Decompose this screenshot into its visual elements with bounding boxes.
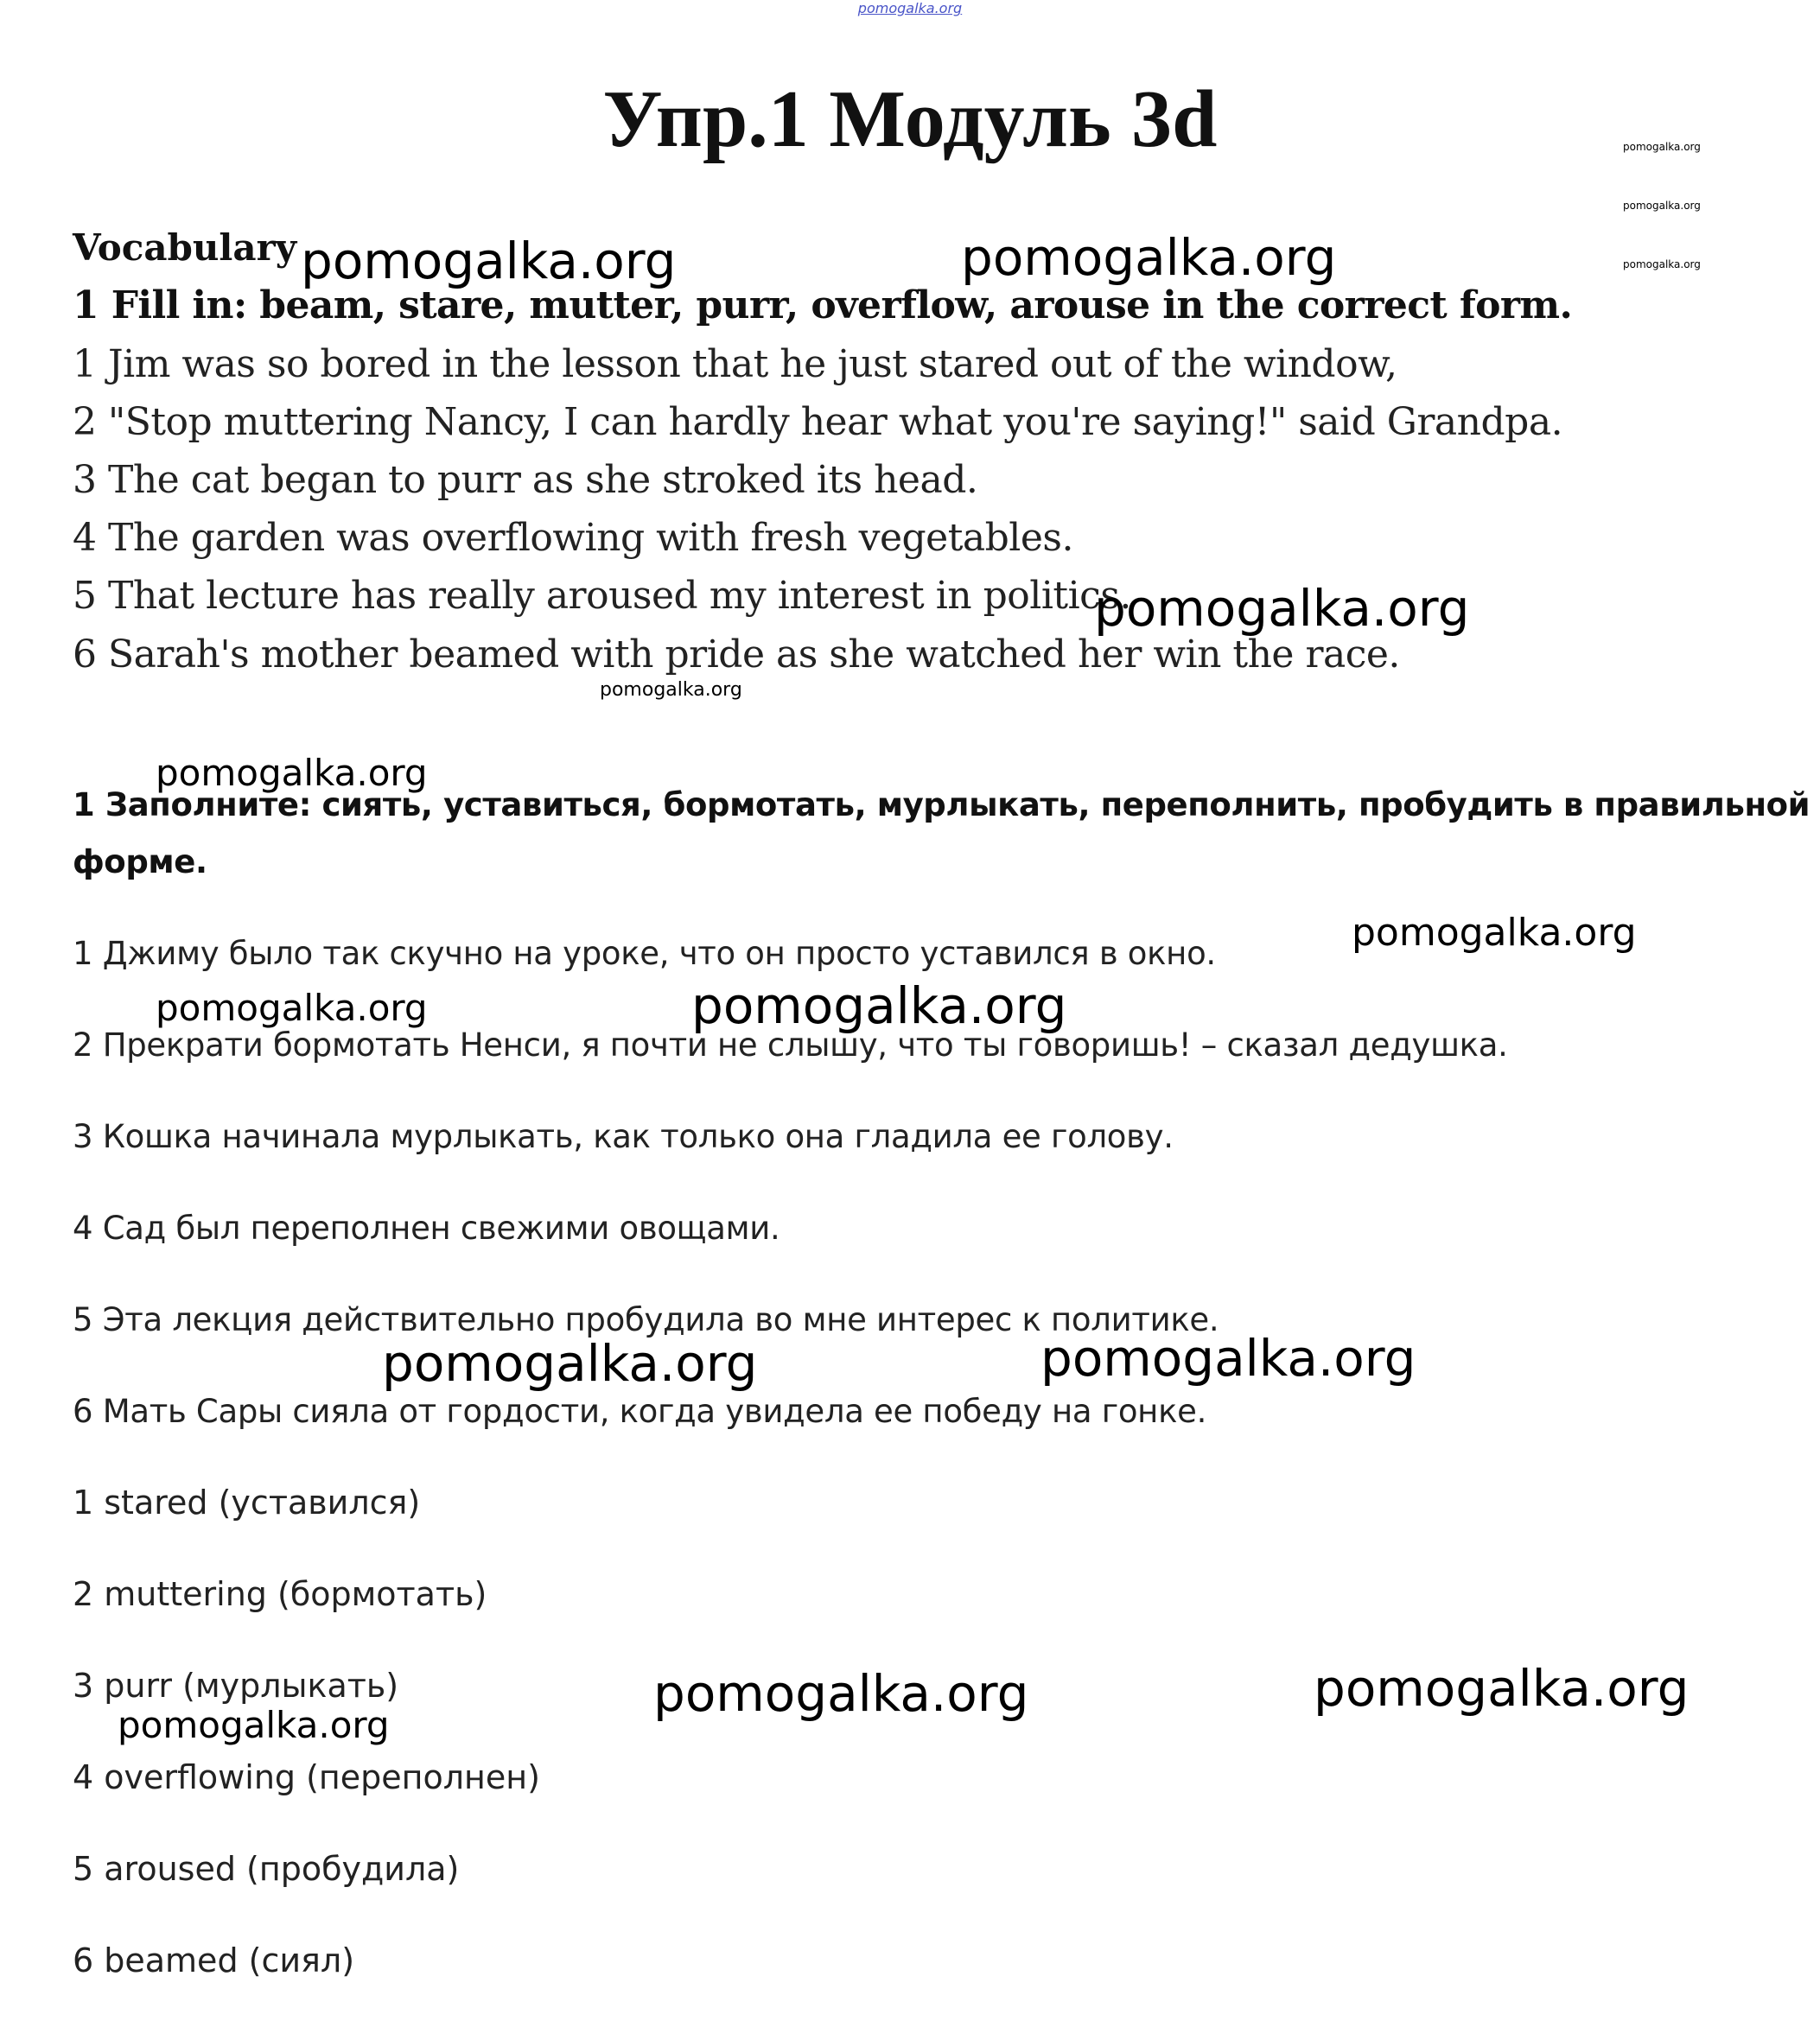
answer-2: 2 muttering (бормотать) [73,1575,487,1613]
watermark: pomogalka.org [1094,579,1470,638]
watermark: pomogalka.org [691,976,1067,1035]
sentence-ru-3: 3 Кошка начинала мурлыкать, как только она гладила ее голову. [73,1118,1174,1155]
watermark: pomogalka.org [1623,141,1701,153]
watermark: pomogalka.org [600,679,742,701]
vocabulary-heading: Vocabulary [73,226,297,269]
sentence-ru-6: 6 Мать Сары сияла от гордости, когда увидела ее победу на гонке. [73,1393,1207,1430]
watermark: pomogalka.org [653,1664,1029,1723]
watermark: pomogalka.org [961,228,1337,287]
watermark: pomogalka.org [156,752,428,794]
watermark: pomogalka.org [1314,1659,1690,1718]
watermark: pomogalka.org [1352,911,1637,955]
watermark: pomogalka.org [301,232,677,290]
sentence-en-1: 1 Jim was so bored in the lesson that he just stared out of the window, [73,342,1397,386]
task-en: 1 Fill in: beam, stare, mutter, purr, overflow, arouse in the correct form. [73,283,1573,327]
sentence-ru-2: 2 Прекрати бормотать Ненси, я почти не слышу, что ты говоришь! – сказал дедушка. [73,1026,1508,1064]
sentence-en-6: 6 Sarah's mother beamed with pride as she watched her win the race. [73,632,1400,677]
sentence-ru-5: 5 Эта лекция действительно пробудила во мне интерес к политике. [73,1301,1219,1338]
sentence-en-4: 4 The garden was overflowing with fresh vegetables. [73,516,1073,560]
watermark: pomogalka.org [382,1334,758,1393]
answer-5: 5 aroused (пробудила) [73,1850,460,1888]
page-title: Упр.1 Модуль 3d [602,74,1218,164]
sentence-en-3: 3 The cat began to purr as she stroked its head. [73,458,978,502]
watermark: pomogalka.org [156,987,428,1029]
task-ru-line2: форме. [73,843,207,880]
task-ru-line1: 1 Заполните: сиять, уставиться, бормотать, мурлыкать, переполнить, пробудить в правильной [73,786,1810,823]
sentence-en-5: 5 That lecture has really aroused my interest in politics. [73,574,1131,618]
watermark: pomogalka.org [1040,1329,1416,1388]
sentence-en-2: 2 "Stop muttering Nancy, I can hardly hear what you're saying!" said Grandpa. [73,400,1563,444]
watermark: pomogalka.org [1623,258,1701,270]
answer-3: 3 purr (мурлыкать) [73,1667,399,1705]
answer-6: 6 beamed (сиял) [73,1941,355,1979]
watermark: pomogalka.org [1623,200,1701,212]
source-link[interactable]: pomogalka.org [857,0,963,16]
sentence-ru-4: 4 Сад был переполнен свежими овощами. [73,1210,780,1247]
answer-4: 4 overflowing (переполнен) [73,1758,540,1796]
sentence-ru-1: 1 Джиму было так скучно на уроке, что он просто уставился в окно. [73,935,1216,972]
answer-1: 1 stared (уставился) [73,1484,421,1522]
watermark: pomogalka.org [118,1704,390,1746]
